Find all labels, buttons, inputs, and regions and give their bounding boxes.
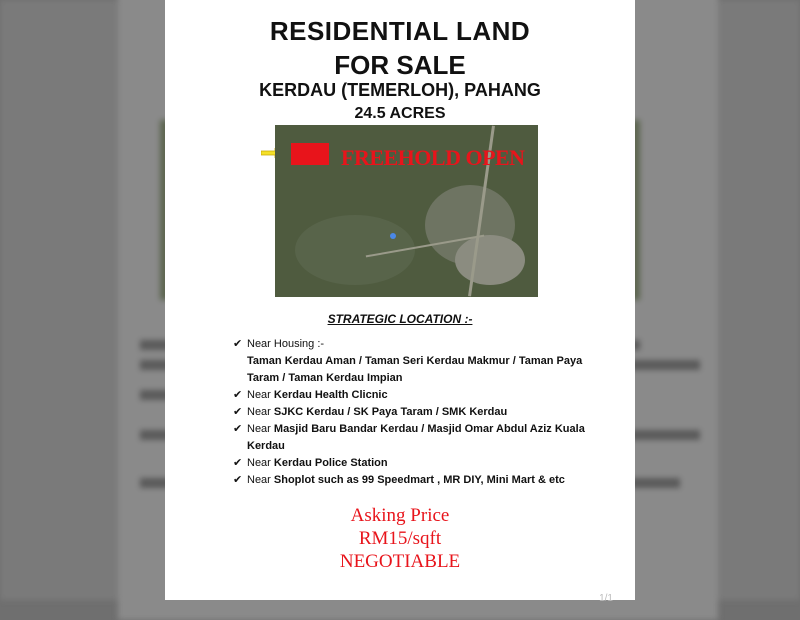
map-pin-icon bbox=[390, 233, 396, 239]
flyer-page bbox=[165, 0, 635, 604]
asking-price-label: Asking Price bbox=[350, 505, 450, 526]
list-item-bold: Kerdau Health Clicnic bbox=[273, 389, 388, 401]
list-item-bold: SJKC Kerdau / SK Paya Taram / SMK Kerdau bbox=[273, 406, 508, 418]
list-item-text: Near bbox=[247, 389, 274, 401]
list-item bbox=[233, 404, 593, 421]
location-list bbox=[233, 336, 593, 489]
page-indicator: 1/1 bbox=[599, 593, 613, 604]
list-item-text: Near Housing :- bbox=[247, 338, 325, 350]
list-item-bold: Shoplot such as 99 Speedmart , MR DIY, Mini Mart & etc bbox=[273, 474, 565, 486]
location-subtitle: KERDAU (TEMERLOH), PAHANG bbox=[259, 80, 541, 100]
list-item bbox=[233, 421, 593, 455]
list-item-bold: Kerdau Police Station bbox=[273, 457, 388, 469]
title-line-1: RESIDENTIAL LAND bbox=[269, 16, 531, 46]
section-heading: STRATEGIC LOCATION :- bbox=[327, 312, 473, 326]
map-terrain bbox=[455, 235, 525, 285]
list-item bbox=[233, 387, 593, 404]
highlight-box bbox=[291, 143, 329, 165]
checkmark-icon: ✔ bbox=[233, 423, 243, 435]
list-item bbox=[233, 455, 593, 472]
checkmark-icon: ✔ bbox=[233, 474, 243, 486]
list-item-subtext: Taman Kerdau Aman / Taman Seri Kerdau Makmur / Taman Paya Taram / Taman Kerdau Impian bbox=[247, 355, 583, 384]
list-item bbox=[233, 472, 593, 489]
list-item-text: Near bbox=[247, 457, 274, 469]
list-item-text: Near bbox=[247, 423, 274, 435]
list-item-bold: Masjid Baru Bandar Kerdau / Masjid Omar Abdul Aziz Kuala Kerdau bbox=[247, 423, 585, 452]
list-item bbox=[233, 336, 593, 387]
list-item-text: Near bbox=[247, 406, 274, 418]
negotiable-note: NEGOTIABLE bbox=[339, 551, 461, 572]
checkmark-icon: ✔ bbox=[233, 338, 243, 350]
checkmark-icon: ✔ bbox=[233, 457, 243, 469]
land-size: 24.5 ACRES bbox=[354, 105, 446, 122]
satellite-map bbox=[275, 125, 538, 297]
checkmark-icon: ✔ bbox=[233, 406, 243, 418]
checkmark-icon: ✔ bbox=[233, 389, 243, 401]
asking-price-value: RM15/sqft bbox=[358, 528, 442, 549]
title-line-2: FOR SALE bbox=[334, 50, 466, 80]
list-item-text: Near bbox=[247, 474, 274, 486]
map-label: FREEHOLD OPEN bbox=[341, 145, 525, 170]
